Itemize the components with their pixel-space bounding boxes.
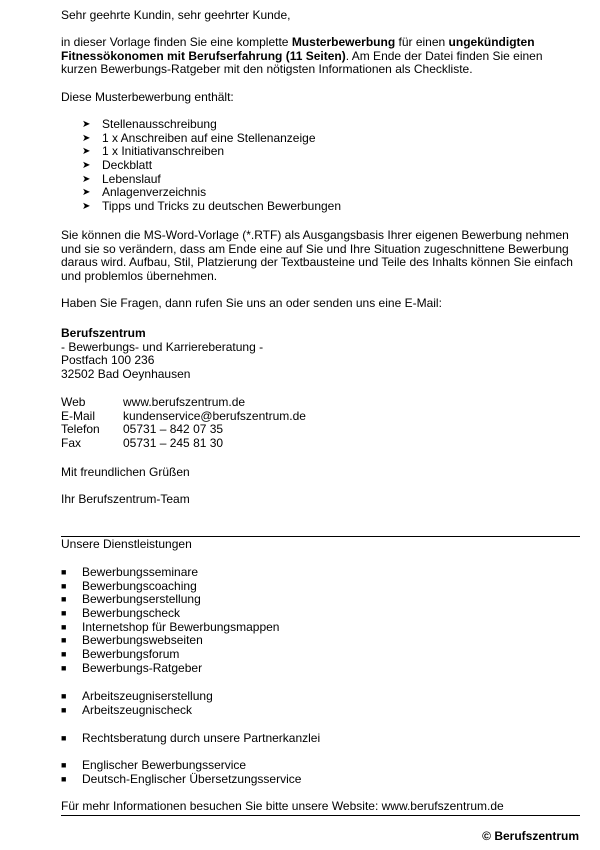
contents-list: [82, 118, 341, 214]
list-item: [61, 634, 279, 648]
intro-bold-1: Musterbewerbung: [291, 35, 396, 49]
contact-value: 05731 – 245 81 30: [123, 435, 224, 450]
services-list-3: [61, 732, 320, 746]
list-item: [82, 132, 341, 146]
contact-label: E-Mail: [61, 408, 96, 423]
square-bullet-icon: ■: [61, 704, 67, 715]
list-item-label: Englischer Bewerbungsservice: [82, 758, 247, 772]
services-heading: Unsere Dienstleistungen: [61, 537, 192, 551]
list-item: [82, 200, 341, 214]
contact-row-fax: [61, 437, 306, 451]
square-bullet-icon: ■: [61, 691, 67, 701]
list-item-label: Internetshop für Bewerbungsmappen: [82, 619, 280, 634]
contact-table: [61, 396, 306, 450]
list-item-label: Bewerbungscheck: [82, 606, 181, 621]
contact-label: Fax: [61, 435, 82, 450]
address-line: 32502 Bad Oeynhausen: [61, 366, 191, 381]
intro-text-2: für einen: [395, 35, 449, 49]
intro-text-1: in dieser Vorlage finden Sie eine komplette: [61, 35, 292, 49]
arrow-bullet-icon: ➤: [82, 160, 91, 172]
list-item-label: Anlagenverzeichnis: [102, 185, 207, 200]
list-item: [61, 621, 279, 635]
list-item: [82, 173, 341, 187]
contact-row-email: [61, 410, 306, 424]
contact-row-web: [61, 396, 306, 410]
list-item: [82, 186, 341, 200]
email-link[interactable]: kundenservice@berufszentrum.de: [123, 408, 306, 423]
list-item-label: Bewerbungswebseiten: [82, 633, 203, 648]
list-item-label: 1 x Anschreiben auf eine Stellenanzeige: [102, 130, 316, 145]
services-list-1: [61, 566, 279, 676]
list-item-label: Arbeitszeugnischeck: [82, 702, 193, 717]
list-item-label: Tipps und Tricks zu deutschen Bewerbungen: [102, 199, 342, 214]
contact-label: Telefon: [61, 422, 100, 436]
square-bullet-icon: ■: [61, 635, 67, 646]
questions-line: Haben Sie Fragen, dann rufen Sie uns an oder senden uns eine E-Mail:: [61, 296, 442, 310]
square-bullet-icon: ■: [61, 594, 67, 605]
list-item: [82, 159, 341, 173]
address-block: [61, 327, 263, 381]
list-item-label: Bewerbungscoaching: [82, 578, 197, 593]
company-name: Berufszentrum: [61, 326, 146, 340]
intro-paragraph: [61, 36, 581, 77]
list-item-label: Deckblatt: [102, 158, 153, 173]
list-item: [61, 704, 213, 718]
square-bullet-icon: ■: [61, 649, 67, 660]
address-line: Postfach 100 236: [61, 353, 155, 368]
arrow-bullet-icon: ➤: [82, 146, 91, 158]
list-item: [61, 593, 279, 607]
square-bullet-icon: ■: [61, 621, 67, 632]
services-list-2: [61, 690, 213, 717]
contact-value: 05731 – 842 07 35: [123, 422, 224, 436]
list-item: [61, 607, 279, 621]
square-bullet-icon: ■: [61, 567, 67, 577]
list-item-label: Deutsch-Englischer Übersetzungsservice: [82, 771, 302, 786]
square-bullet-icon: ■: [61, 608, 67, 619]
contents-heading: Diese Musterbewerbung enthält:: [61, 90, 234, 104]
square-bullet-icon: ■: [61, 733, 67, 743]
list-item: [61, 690, 213, 704]
intro-bold-2: ungekündigten Fitnessökonomen mit Berufserfahrung (11 Seiten): [61, 35, 535, 63]
contact-label: Web: [61, 395, 86, 409]
contact-row-phone: [61, 423, 306, 437]
list-item: [61, 773, 301, 787]
arrow-bullet-icon: ➤: [82, 119, 91, 130]
address-line: - Bewerbungs- und Karriereberatung -: [61, 339, 264, 354]
list-item-label: Lebenslauf: [102, 171, 161, 186]
list-item: [61, 662, 279, 676]
closing: Mit freundlichen Grüßen: [61, 465, 190, 479]
square-bullet-icon: ■: [61, 580, 67, 591]
list-item-label: Bewerbungserstellung: [82, 592, 201, 607]
intro-text-3: . Am Ende der Datei finden Sie einen kurzen Bewerbungs-Ratgeber mit den nötigsten Informationen als Checkliste.: [61, 48, 543, 77]
list-item-label: Arbeitszeugniserstellung: [82, 689, 213, 703]
copyright: © Berufszentrum: [482, 829, 579, 843]
arrow-bullet-icon: ➤: [82, 173, 91, 185]
list-item-label: Bewerbungsseminare: [82, 565, 199, 579]
list-item: [61, 732, 320, 746]
arrow-bullet-icon: ➤: [82, 187, 91, 199]
list-item: [61, 648, 279, 662]
square-bullet-icon: ■: [61, 760, 67, 770]
square-bullet-icon: ■: [61, 773, 67, 784]
footer-divider: [61, 815, 580, 816]
list-item: [61, 566, 279, 580]
services-list-4: [61, 759, 301, 786]
list-item: [82, 145, 341, 159]
square-bullet-icon: ■: [61, 662, 67, 673]
list-item: [61, 759, 301, 773]
list-item: [61, 580, 279, 594]
usage-paragraph: Sie können die MS-Word-Vorlage (*.RTF) als Ausgangsbasis Ihrer eigenen Bewerbung nehmen und sie so verändern, dass am Ende eine auf Sie und Ihre Situation zugeschnittene Bewerbung daraus wird. Aufbau, Stil, Platzierung der Textbausteine und Teile des Inhalts können Sie einfach und problemlos übernehmen.: [61, 228, 573, 283]
signature-team: Ihr Berufszentrum-Team: [61, 492, 190, 506]
list-item: [82, 118, 341, 132]
salutation: Sehr geehrte Kundin, sehr geehrter Kunde,: [61, 8, 291, 22]
list-item-label: Rechtsberatung durch unsere Partnerkanzlei: [82, 731, 321, 745]
arrow-bullet-icon: ➤: [82, 132, 91, 144]
list-item-label: Bewerbungsforum: [82, 647, 180, 662]
list-item-label: Bewerbungs-Ratgeber: [82, 660, 203, 675]
web-link[interactable]: www.berufszentrum.de: [123, 395, 246, 409]
list-item-label: Stellenausschreibung: [102, 117, 217, 131]
arrow-bullet-icon: ➤: [82, 201, 91, 213]
more-info: Für mehr Informationen besuchen Sie bitte unsere Website: www.berufszentrum.de: [61, 799, 504, 813]
list-item-label: 1 x Initiativanschreiben: [102, 144, 225, 159]
